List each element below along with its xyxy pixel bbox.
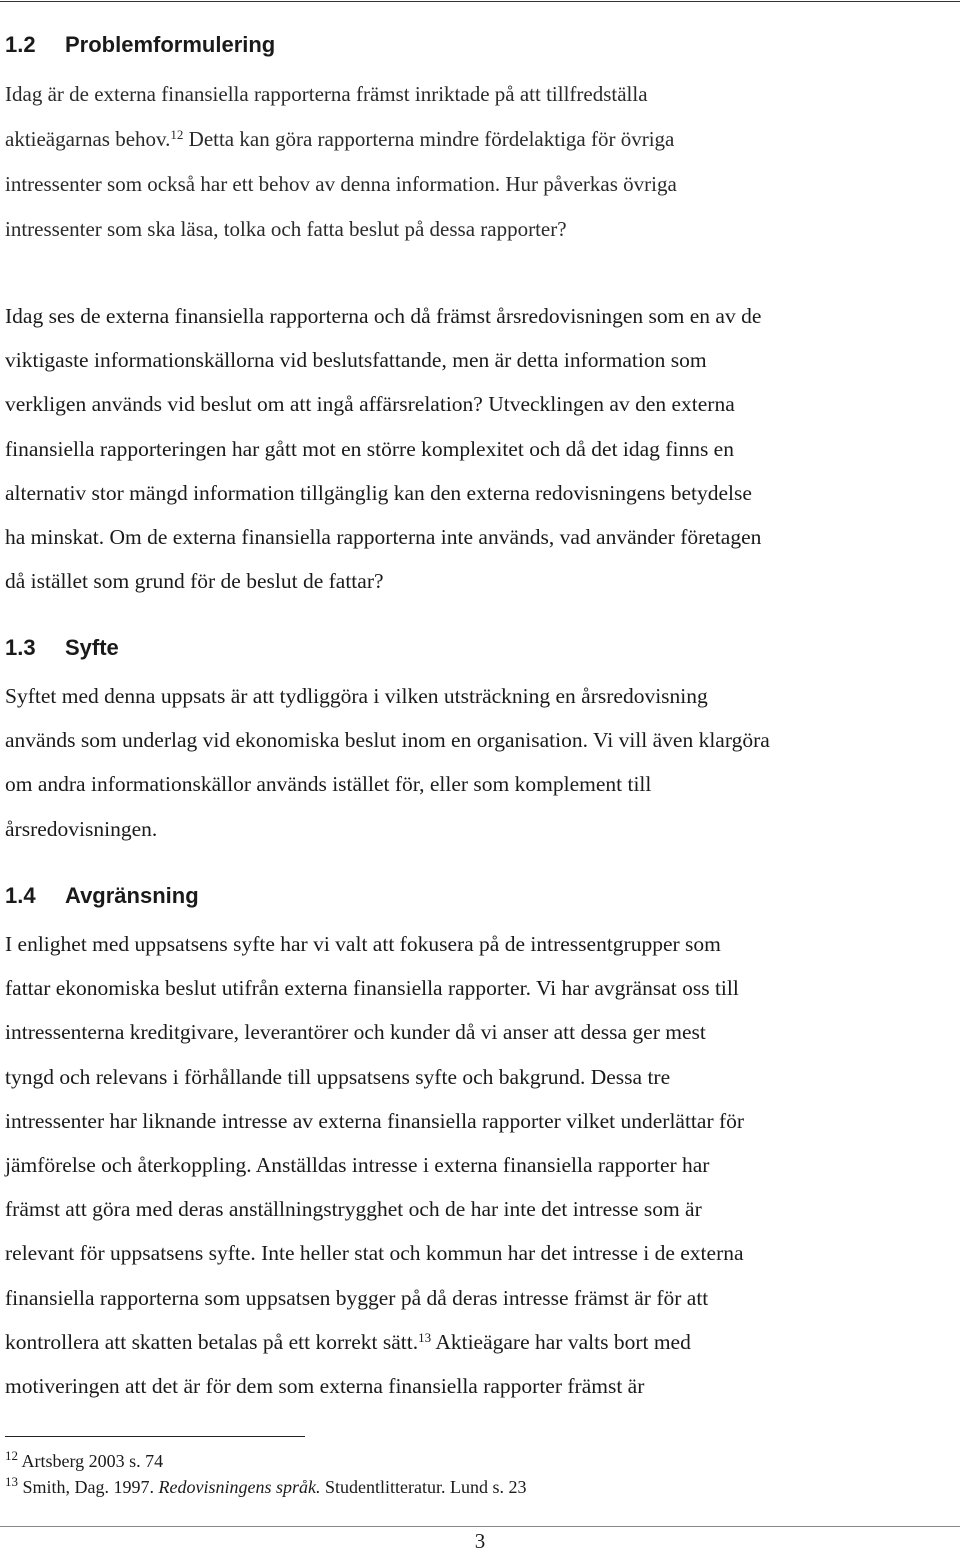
text-line: används som underlag vid ekonomiska beslut inom en organisation. Vi vill även klargöra: [5, 728, 770, 753]
footnote-book-title: Redovisningens språk.: [158, 1477, 321, 1497]
problem-paragraph-1: [5, 72, 677, 252]
footnote-text: Smith, Dag. 1997.: [18, 1477, 159, 1497]
section-title: Avgränsning: [65, 883, 199, 908]
text-line: kontrollera att skatten betalas på ett korrekt sätt.: [5, 1329, 419, 1354]
footnote-text: Artsberg 2003 s. 74: [18, 1451, 164, 1471]
top-rule: [0, 1, 960, 2]
text-line: Detta kan göra rapporterna mindre fördelaktiga för övriga: [183, 127, 675, 151]
text-line: Idag ses de externa finansiella rapporterna och då främst årsredovisningen som en av de: [5, 304, 762, 328]
text-line: viktigaste informationskällorna vid beslutsfattande, men är detta information som: [5, 348, 707, 373]
footnote-13: [5, 1474, 526, 1500]
text-line: jämförelse och återkoppling. Anställdas intresse i externa finansiella rapporter har: [5, 1153, 710, 1178]
text-line: intressenter som ska läsa, tolka och fatta beslut på dessa rapporter?: [5, 217, 567, 241]
text-line: främst att göra med deras anställningstrygghet och de har inte det intresse som är: [5, 1197, 702, 1222]
footnote-text: Studentlitteratur. Lund s. 23: [320, 1477, 527, 1497]
section-heading-problem: [5, 31, 275, 59]
text-line: I enlighet med uppsatsens syfte har vi valt att fokusera på de intressentgrupper som: [5, 932, 721, 956]
text-line: ha minskat. Om de externa finansiella rapporterna inte används, vad använder företagen: [5, 525, 762, 550]
footnote-marker: 12: [5, 1448, 18, 1463]
text-line: relevant för uppsatsens syfte. Inte heller stat och kommun har det intresse i de externa: [5, 1241, 744, 1266]
section-heading-purpose: [5, 634, 119, 662]
text-line: intressenterna kreditgivare, leverantörer och kunder då vi anser att dessa ger mest: [5, 1020, 706, 1045]
section-heading-scope: [5, 882, 199, 910]
text-line: finansiella rapporteringen har gått mot en större komplexitet och då det idag finns en: [5, 436, 734, 461]
text-line: Idag är de externa finansiella rapporterna främst inriktade på att tillfredställa: [5, 82, 648, 106]
footnote-ref-12: 12: [170, 127, 184, 142]
text-line: om andra informationskällor används istället för, eller som komplement till: [5, 772, 652, 797]
text-line: motiveringen att det är för dem som externa finansiella rapporter främst är: [5, 1374, 645, 1399]
footnotes: [5, 1448, 526, 1500]
scope-paragraph: [5, 922, 744, 1408]
footnote-marker: 13: [5, 1474, 18, 1489]
footnote-12: [5, 1448, 526, 1474]
text-line: fattar ekonomiska beslut utifrån externa finansiella rapporter. Vi har avgränsat oss till: [5, 976, 739, 1001]
text-line: alternativ stor mängd information tillgänglig kan den externa redovisningens betydelse: [5, 480, 752, 505]
section-number: 1.2: [5, 32, 36, 57]
text-line: tyngd och relevans i förhållande till uppsatsens syfte och bakgrund. Dessa tre: [5, 1064, 671, 1089]
text-line: Syftet med denna uppsats är att tydliggöra i vilken utsträckning en årsredovisning: [5, 684, 708, 708]
section-title: Problemformulering: [65, 32, 276, 57]
page-number: 3: [474, 1529, 486, 1553]
text-line: Aktieägare har valts bort med: [431, 1329, 691, 1354]
section-title: Syfte: [65, 635, 119, 660]
section-number: 1.3: [5, 635, 36, 660]
text-line: årsredovisningen.: [5, 816, 158, 841]
text-line: intressenter som också har ett behov av denna information. Hur påverkas övriga: [5, 172, 677, 196]
text-line: finansiella rapporterna som uppsatsen bygger på då deras intresse främst är för att: [5, 1285, 709, 1310]
text-line: aktieägarnas behov.: [5, 127, 171, 151]
footnote-separator: [5, 1436, 305, 1437]
text-line: då istället som grund för de beslut de fattar?: [5, 569, 384, 594]
text-line: intressenter har liknande intresse av externa finansiella rapporter vilket underlättar för: [5, 1108, 745, 1133]
footnote-ref-13: 13: [418, 1329, 432, 1345]
text-line: verkligen används vid beslut om att ingå affärsrelation? Utvecklingen av den externa: [5, 392, 735, 417]
purpose-paragraph: [5, 674, 770, 851]
section-number: 1.4: [5, 883, 36, 908]
problem-paragraph-2: [5, 294, 761, 603]
